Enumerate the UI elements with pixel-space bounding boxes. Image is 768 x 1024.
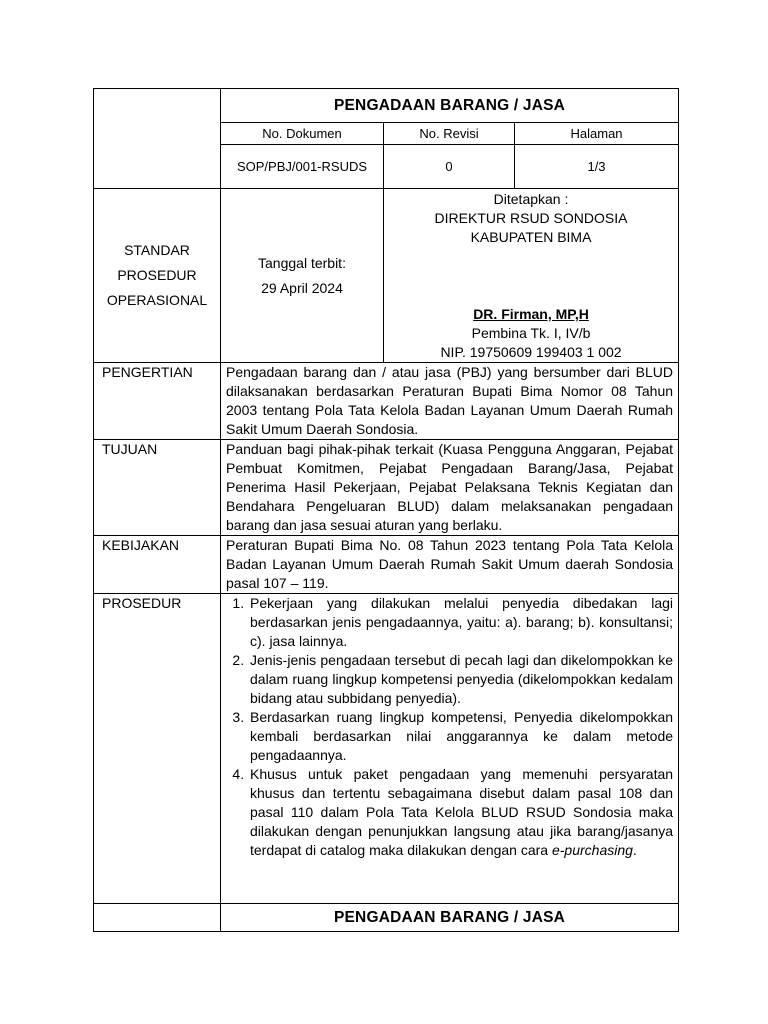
pengertian-text: Pengadaan barang dan / atau jasa (PBJ) yang bersumber dari BLUD dilaksanakan berdasarkan Peraturan Bupati Bima Nomor 08 Tahun 2003 tentang Pola Tata Kelola Badan Layanan Umum Daerah Rumah Sakit Umum Daerah Sondosia. <box>221 363 679 440</box>
prosedur-label: PROSEDUR <box>94 594 221 904</box>
signer-rank: Pembina Tk. I, IV/b <box>471 325 591 341</box>
prosedur-step-3: 3. Berdasarkan ruang lingkup kompetensi, Penyedia dikelompokkan kembali berdasarkan nilai anggarannya ke dalam metode pengadaannya. <box>248 708 673 765</box>
issue-date-label: Tanggal terbit: <box>258 254 346 271</box>
doc-number-label: No. Dokumen <box>221 123 384 145</box>
tujuan-label: TUJUAN <box>94 440 221 536</box>
revision-value: 0 <box>384 145 515 189</box>
page-value: 1/3 <box>515 145 679 189</box>
prosedur-step-4 <box>248 765 673 860</box>
sop-line-2: PROSEDUR <box>117 267 197 283</box>
issue-date-cell <box>221 189 384 363</box>
signer-name: DR. Firman, MP,H <box>473 306 589 322</box>
prosedur-step-1: 1. Pekerjaan yang dilakukan melalui penyedia dibedakan lagi berdasarkan jenis pengadaannya, yaitu: a). barang; b). konsultansi; c). jasa lainnya. <box>248 594 673 651</box>
signature-space <box>389 247 673 305</box>
step-4-text: Khusus untuk paket pengadaan yang memenuhi persyaratan khusus dan tertentu sebagaimana disebut dalam pasal 108 dan pasal 110 dalam Pola Tata Kelola BLUD RSUD Sondosia maka dilakukan dengan penunjukkan langsung atau jika barang/jasanya terdapat di catalog maka dilakukan dengan cara <box>250 766 674 858</box>
issue-date-value: 29 April 2024 <box>261 279 343 296</box>
step-4-end: . <box>632 842 637 858</box>
kebijakan-text: Peraturan Bupati Bima No. 08 Tahun 2023 tentang Pola Tata Kelola Badan Layanan Umum Daerah Rumah Sakit Umum daerah Sondosia pasal 107 – 119. <box>221 536 679 594</box>
prosedur-content <box>221 594 679 904</box>
footer-logo-cell <box>94 904 221 932</box>
step-4-emphasis: e-purchasing <box>551 842 633 858</box>
doc-number-value: SOP/PBJ/001-RSUDS <box>221 145 384 189</box>
sop-line-3: OPERASIONAL <box>106 292 208 308</box>
sop-table <box>93 88 679 932</box>
approval-office-2: KABUPATEN BIMA <box>470 229 592 245</box>
kebijakan-label: KEBIJAKAN <box>94 536 221 594</box>
sop-line-1: STANDAR <box>124 242 190 258</box>
prosedur-list <box>226 594 673 860</box>
sop-label-cell <box>94 189 221 363</box>
footer-title: PENGADAAN BARANG / JASA <box>221 904 679 932</box>
tujuan-text: Panduan bagi pihak-pihak terkait (Kuasa Pengguna Anggaran, Pejabat Pembuat Komitmen, Pejabat Pengadaan Barang/Jasa, Pejabat Penerima Hasil Pekerjaan, Pejabat Pelaksana Teknis Kegiatan dan Bendahara Pengeluaran BLUD) dalam melaksanakan pengadaan barang dan jasa sesuai aturan yang berlaku. <box>221 440 679 536</box>
revision-label: No. Revisi <box>384 123 515 145</box>
signer-nip: NIP. 19750609 199403 1 002 <box>440 344 622 360</box>
document-title: PENGADAAN BARANG / JASA <box>221 89 679 123</box>
page-label: Halaman <box>515 123 679 145</box>
approval-office-1: DIREKTUR RSUD SONDOSIA <box>434 210 628 226</box>
approval-set-label: Ditetapkan : <box>493 191 569 207</box>
pengertian-label: PENGERTIAN <box>94 363 221 440</box>
approval-cell <box>384 189 679 363</box>
logo-cell <box>94 89 221 189</box>
prosedur-step-2: 2. Jenis-jenis pengadaan tersebut di pecah lagi dan dikelompokkan ke dalam ruang lingkup kompetensi penyedia (dikelompokkan kedalam bidang atau subbidang penyedia). <box>248 651 673 708</box>
